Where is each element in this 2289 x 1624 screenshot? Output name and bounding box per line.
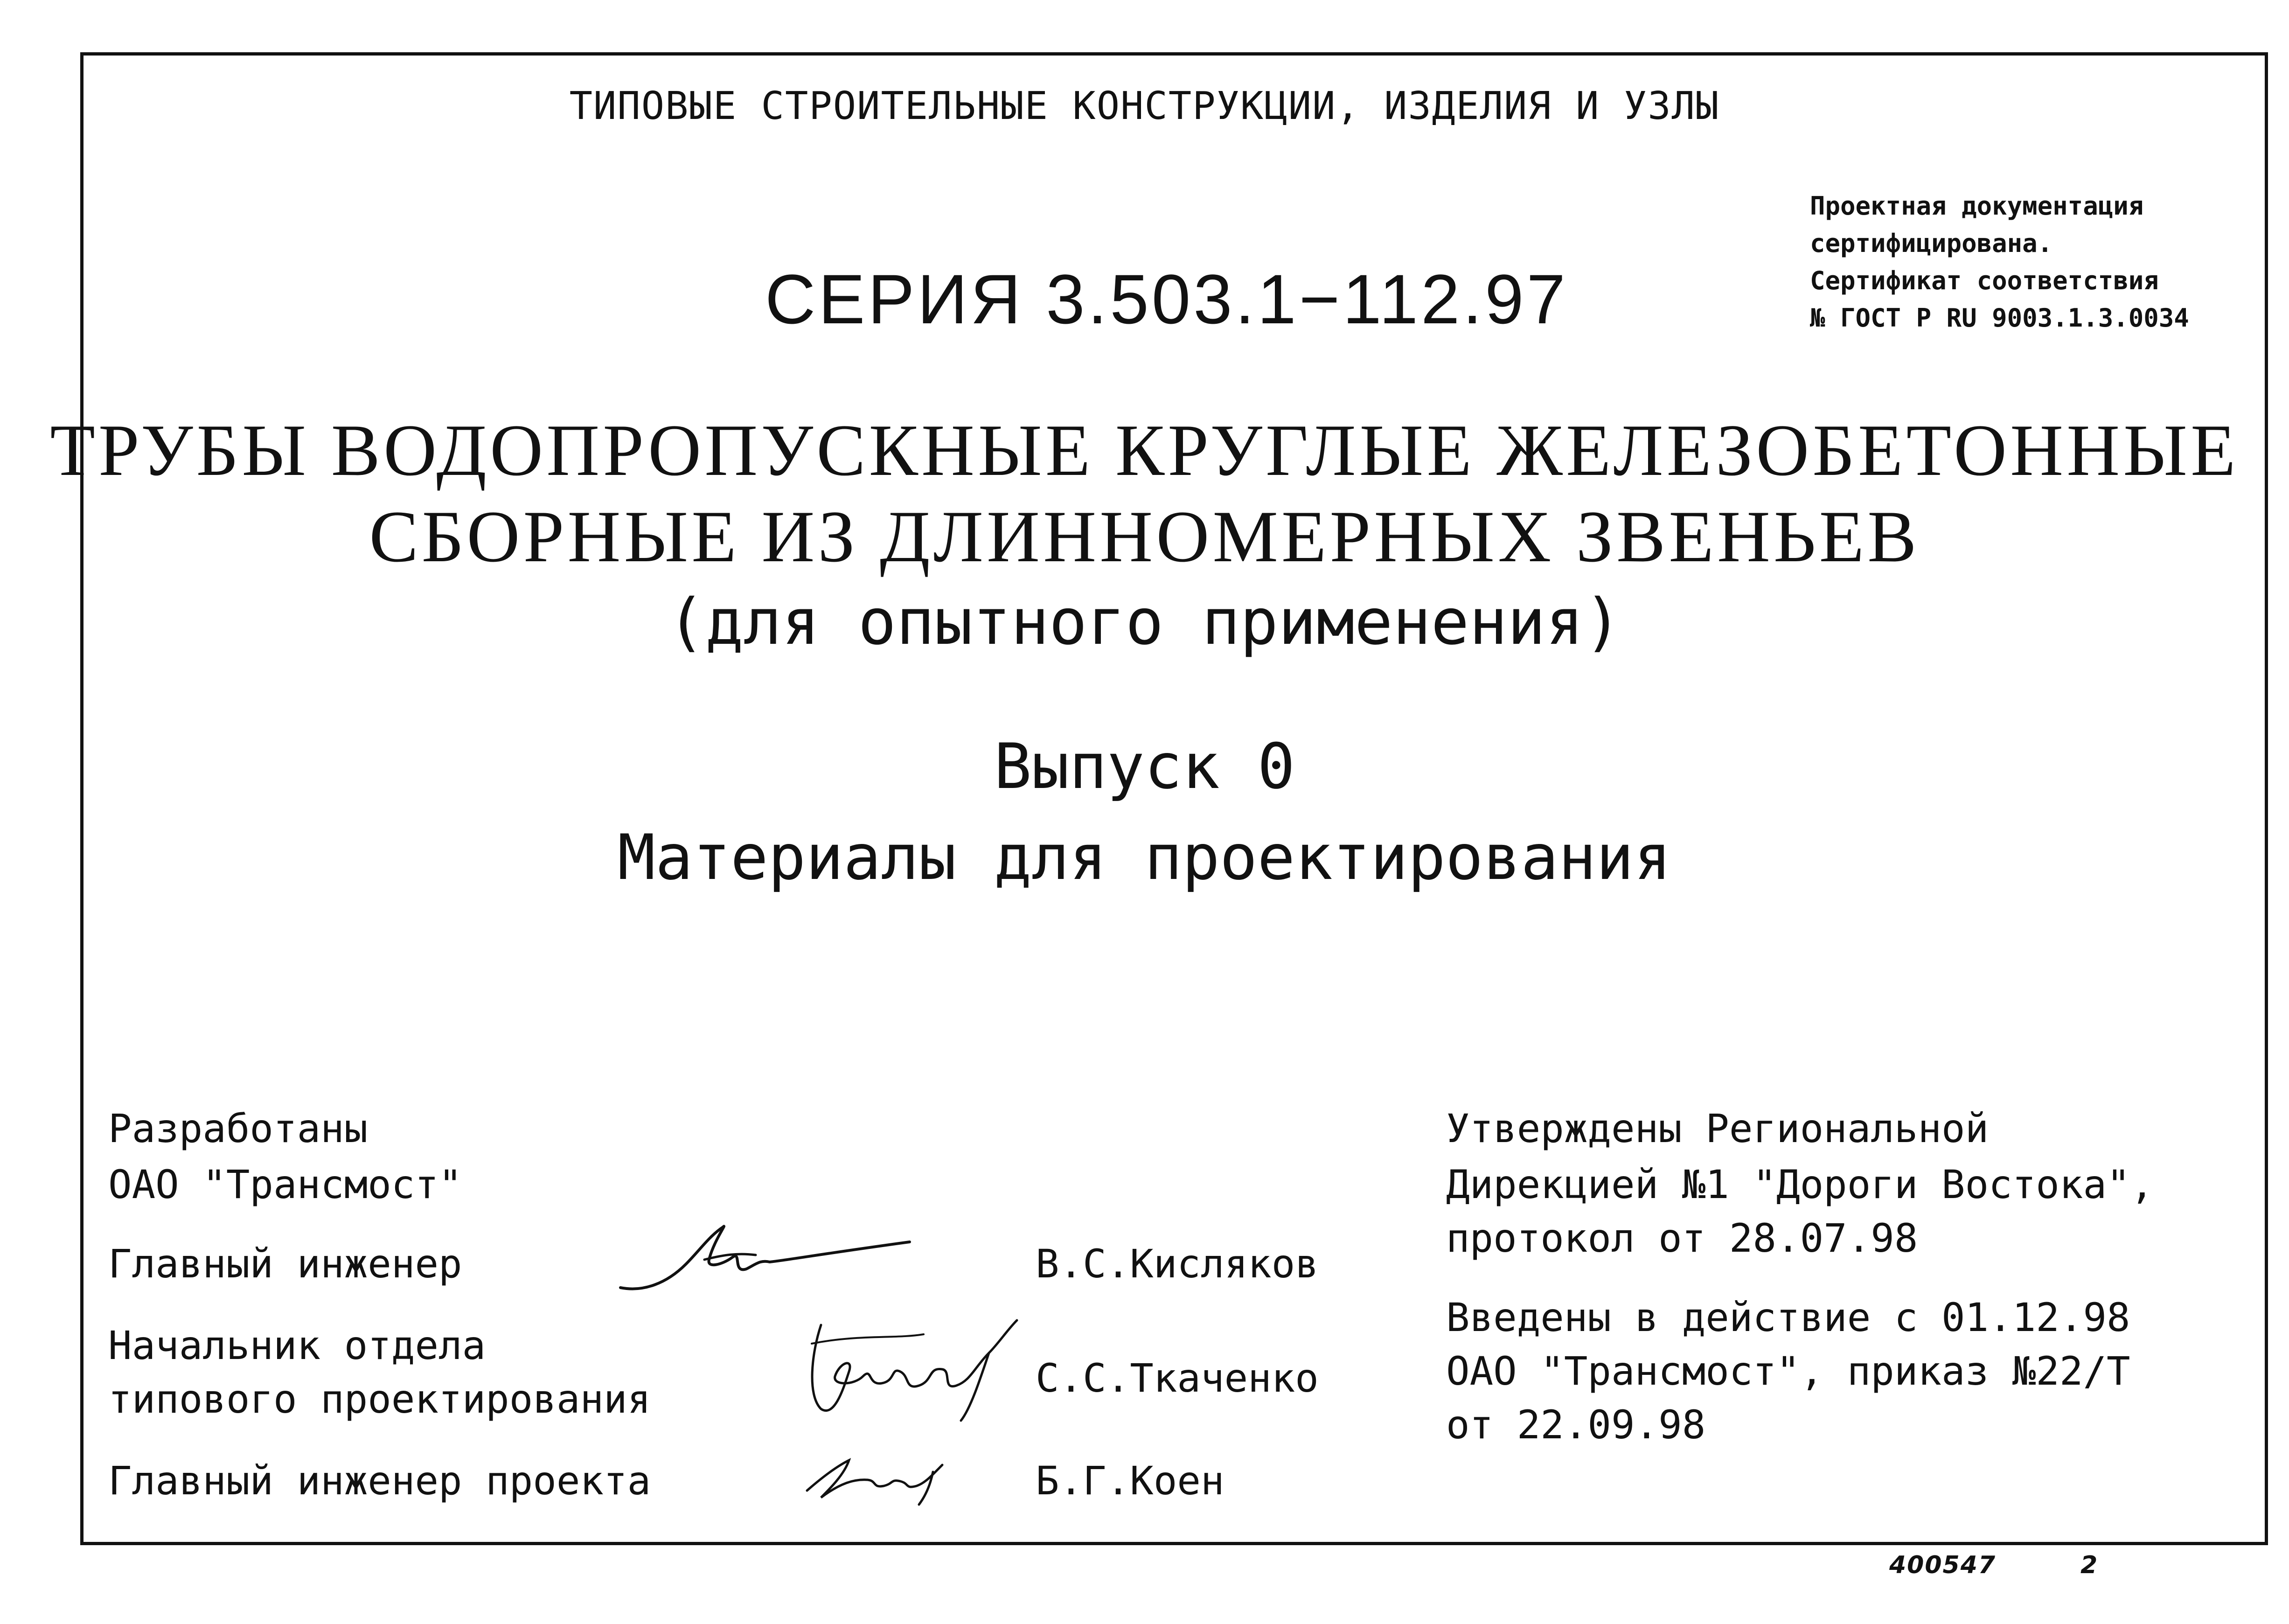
approval-line-3: протокол от 28.07.98 (1446, 1215, 1918, 1261)
project-chief-engineer-role: Главный инженер проекта (108, 1458, 651, 1504)
introduction-line-1: Введены в действие с 01.12.98 (1446, 1295, 2130, 1340)
introduction-line-2: ОАО "Трансмост", приказ №22/Т (1446, 1348, 2130, 1394)
project-chief-engineer-signature (802, 1446, 952, 1507)
chief-engineer-role: Главный инженер (108, 1241, 462, 1287)
issue-name: Материалы для проектирования (618, 821, 1671, 894)
developer-organization: ОАО "Трансмост" (108, 1162, 462, 1207)
document-title-line-1: ТРУБЫ ВОДОПРОПУСКНЫЕ КРУГЛЫЕ ЖЕЛЕЗОБЕТОННЫЕ (50, 410, 2239, 491)
chief-engineer-signature (616, 1208, 914, 1302)
sheet-number: 2 (2080, 1551, 2098, 1579)
department-head-name: С.С.Ткаченко (1036, 1355, 1319, 1401)
document-subtitle: (для опытного применения) (667, 585, 1622, 659)
department-head-signature (802, 1316, 1045, 1423)
header-top-line: ТИПОВЫЕ СТРОИТЕЛЬНЫЕ КОНСТРУКЦИИ, ИЗДЕЛИЯ И УЗЛЫ (569, 84, 1720, 128)
inventory-code: 400547 (1889, 1551, 1997, 1579)
department-head-role-line-2: типового проектирования (108, 1376, 651, 1422)
series-number: СЕРИЯ 3.503.1−112.97 (765, 260, 1568, 338)
developed-by-label: Разработаны (108, 1106, 368, 1151)
approval-line-1: Утверждены Региональной (1446, 1106, 1989, 1151)
document-title-line-2: СБОРНЫЕ ИЗ ДЛИННОМЕРНЫХ ЗВЕНЬЕВ (369, 496, 1920, 578)
cert-line-3: Сертификат соответствия (1810, 266, 2159, 295)
cert-line-2: сертифицирована. (1810, 229, 2053, 258)
introduction-line-3: от 22.09.98 (1446, 1402, 1706, 1448)
certification-note (1810, 188, 2189, 337)
department-head-role-line-1: Начальник отдела (108, 1323, 486, 1368)
chief-engineer-name: В.С.Кисляков (1036, 1241, 1319, 1287)
issue-number: Выпуск 0 (994, 730, 1295, 803)
cert-line-4: № ГОСТ Р RU 9003.1.3.0034 (1810, 303, 2189, 333)
cert-line-1: Проектная документация (1810, 191, 2144, 221)
project-chief-engineer-name: Б.Г.Коен (1036, 1458, 1225, 1504)
approval-line-2: Дирекцией №1 "Дороги Востока", (1446, 1162, 2154, 1207)
